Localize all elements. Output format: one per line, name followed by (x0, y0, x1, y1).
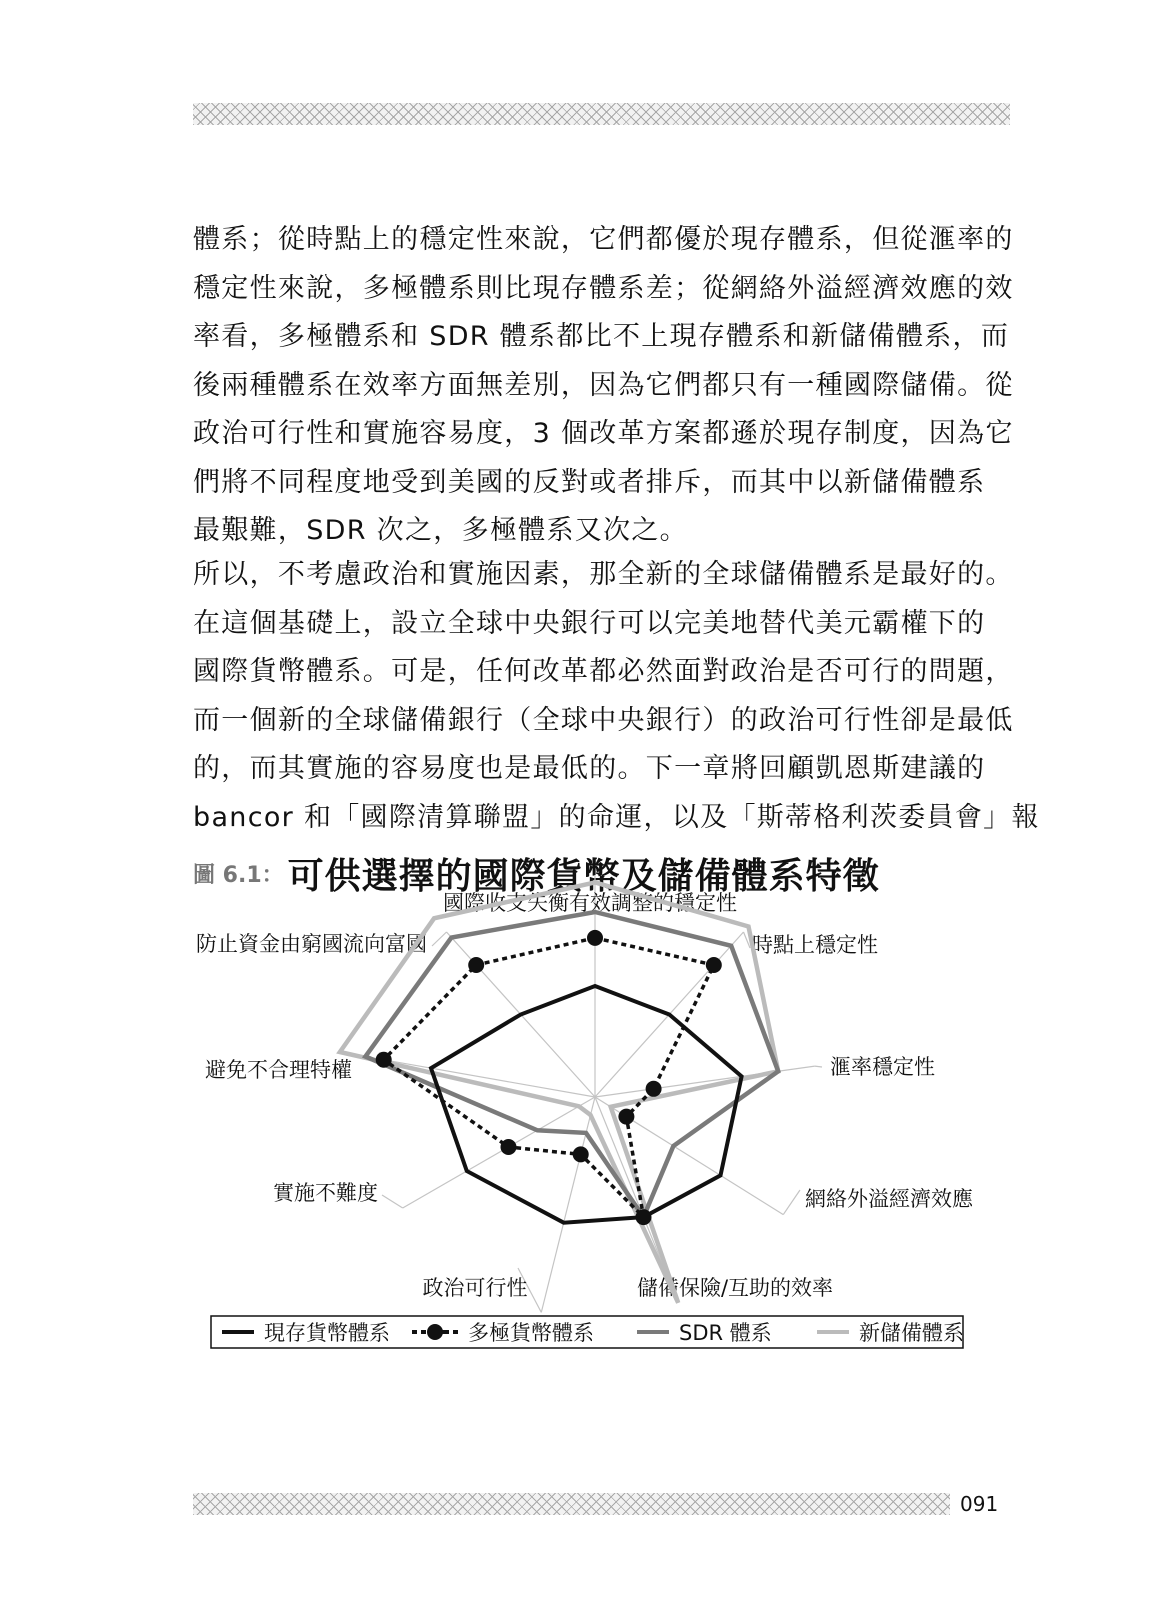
radar-axis-label: 國際收支失衡有效調整的穩定性 (443, 891, 737, 915)
paragraph-line: 體系；從時點上的穩定性來說，它們都優於現存體系，但從滙率的 (193, 224, 1014, 255)
paragraph-line: 而一個新的全球儲備銀行（全球中央銀行）的政治可行性卻是最低 (193, 704, 1014, 736)
radar-leader-line (815, 1066, 822, 1067)
radar-axis-label: 網絡外溢經濟效應 (805, 1187, 973, 1211)
legend-label: SDR 體系 (679, 1321, 772, 1345)
radar-axis-label: 政治可行性 (422, 1276, 528, 1300)
paragraph-line: 率看，多極體系和 SDR 體系都比不上現存體系和新儲備體系，而 (193, 321, 1010, 352)
figure-label: 圖 6.1： (193, 863, 284, 888)
radar-leader-line (382, 1195, 403, 1208)
radar-marker (587, 930, 603, 946)
legend-label: 多極貨幣體系 (468, 1321, 594, 1345)
radar-axis-label: 避免不合理特權 (205, 1058, 352, 1082)
legend-label: 現存貨幣體系 (264, 1321, 390, 1345)
radar-axis-label: 實施不難度 (273, 1181, 378, 1205)
paragraph-line: 的，而其實施的容易度也是最低的。下一章將回顧凱恩斯建議的 (193, 753, 986, 784)
decorative-bottom-band (193, 1493, 950, 1515)
radar-axis-label: 儲備保險/互助的效率 (636, 1276, 834, 1300)
legend-label: 新儲備體系 (859, 1321, 964, 1345)
paragraph-line: 後兩種體系在效率方面無差別，因為它們都只有一種國際儲備。從 (193, 369, 1014, 401)
legend-swatch-marker (427, 1324, 443, 1340)
paragraph-line: 最艱難，SDR 次之，多極體系又次之。 (193, 515, 688, 546)
radar-spoke (376, 1059, 595, 1098)
radar-marker (636, 1209, 652, 1225)
paragraph-line: 所以，不考慮政治和實施因素，那全新的全球儲備體系是最好的。 (193, 559, 1014, 590)
paragraph-line: 國際貨幣體系。可是，任何改革都必然面對政治是否可行的問題， (193, 656, 1014, 687)
paragraph-line: 穩定性來說，多極體系則比現存體系差；從網絡外溢經濟效應的效 (193, 272, 1014, 304)
radar-marker (646, 1081, 662, 1097)
radar-axis-label: 防止資金由窮國流向富國 (196, 932, 427, 956)
paragraph-line: 政治可行性和實施容易度，3 個改革方案都遜於現存制度，因為它 (193, 418, 1014, 449)
paragraph-line: 們將不同程度地受到美國的反對或者排斥，而其中以新儲備體系 (193, 466, 986, 498)
paragraph-line: bancor 和「國際清算聯盟」的命運，以及「斯蒂格利茨委員會」報 (193, 801, 1040, 833)
page-number: 091 (960, 1492, 999, 1516)
radar-axis-label: 滙率穩定性 (830, 1055, 935, 1079)
radar-marker (501, 1139, 517, 1155)
figure-caption: 可供選擇的國際貨幣及儲備體系特徵 (287, 856, 880, 897)
radar-marker (573, 1146, 589, 1162)
radar-spoke (595, 1066, 815, 1097)
radar-axis-label: 時點上穩定性 (752, 933, 878, 957)
radar-leader-line (783, 1190, 800, 1215)
radar-marker (618, 1109, 634, 1125)
radar-marker (376, 1052, 392, 1068)
radar-marker (468, 957, 484, 973)
paragraph-line: 在這個基礎上，設立全球中央銀行可以完美地替代美元霸權下的 (193, 607, 986, 639)
radar-marker (706, 957, 722, 973)
